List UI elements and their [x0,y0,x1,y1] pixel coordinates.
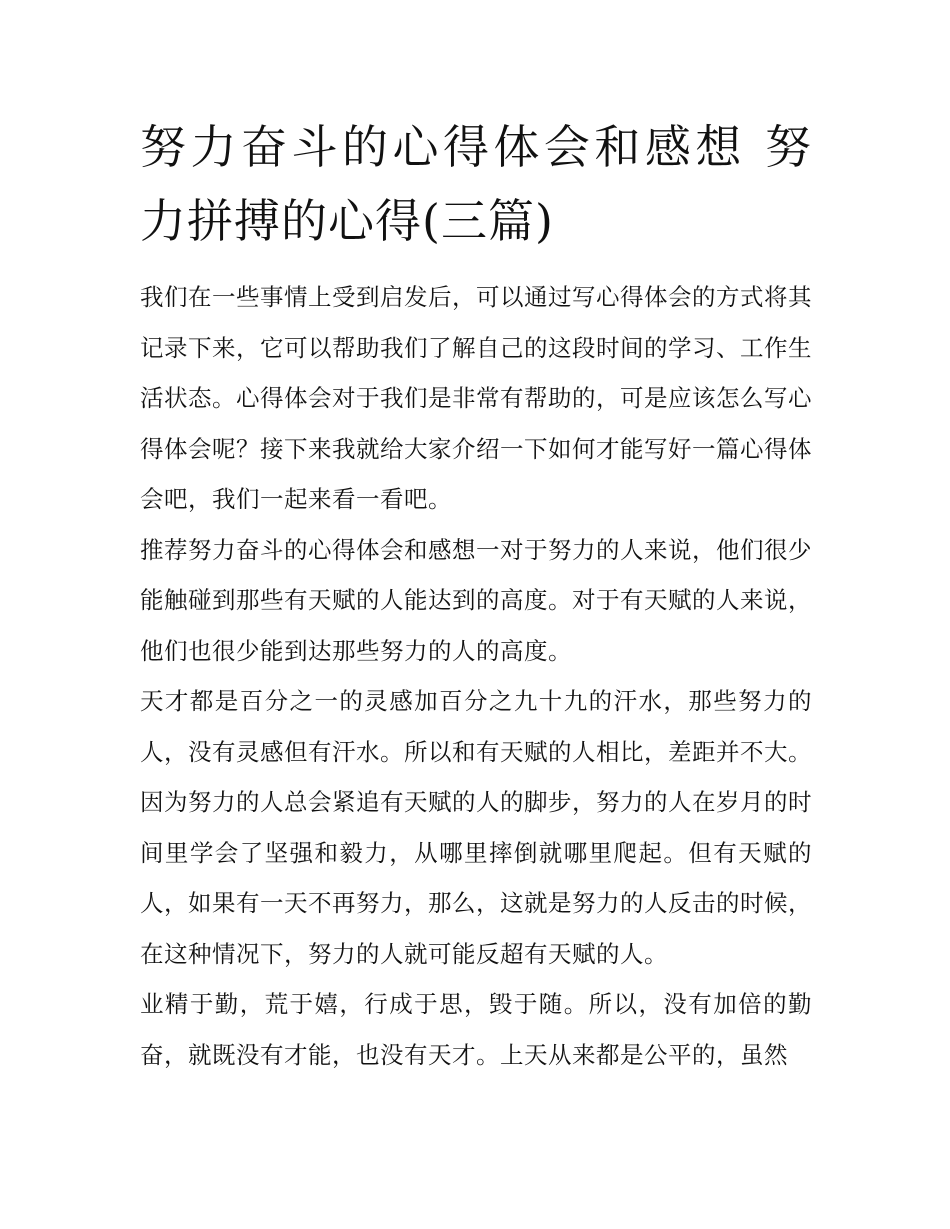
document-body [140,272,812,1080]
body-paragraph-3: 天才都是百分之一的灵感加百分之九十九的汗水，那些努力的人，没有灵感但有汗水。所以和有天赋的人相比，差距并不大。因为努力的人总会紧追有天赋的人的脚步，努力的人在岁月的时间里学会了坚强和毅力，从哪里摔倒就哪里爬起。但有天赋的人，如果有一天不再努力，那么，这就是努力的人反击的时候，在这种情况下，努力的人就可能反超有天赋的人。 [140,687,812,968]
body-paragraph-1: 我们在一些事情上受到启发后，可以通过写心得体会的方式将其记录下来，它可以帮助我们了解自己的这段时间的学习、工作生活状态。心得体会对于我们是非常有帮助的，可是应该怎么写心得体会呢？接下来我就给大家介绍一下如何才能写好一篇心得体会吧，我们一起来看一看吧。 [140,283,812,513]
document-title: 努力奋斗的心得体会和感想 努力拼搏的心得(三篇) [140,120,812,248]
body-paragraph-4: 业精于勤，荒于嬉，行成于思，毁于随。所以，没有加倍的勤奋，就既没有才能，也没有天才。上天从来都是公平的，虽然 [140,990,812,1069]
body-paragraph-2: 推荐努力奋斗的心得体会和感想一对于努力的人来说，他们很少能触碰到那些有天赋的人能达到的高度。对于有天赋的人来说，他们也很少能到达那些努力的人的高度。 [140,535,812,665]
document-page [140,110,812,1080]
